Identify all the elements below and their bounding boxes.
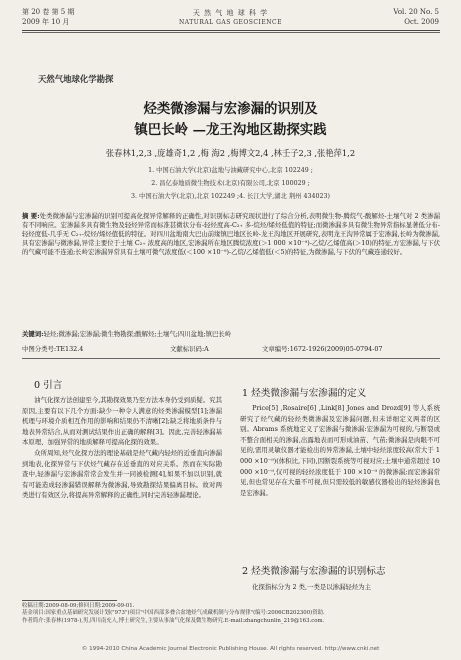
abstract-rule — [22, 358, 440, 359]
abstract — [22, 212, 440, 257]
journal-title-en: NATURAL GAS GEOSCIENCE — [179, 19, 282, 26]
right-column-body-2 — [240, 582, 440, 593]
clc-number: 中图分类号:TE132.4 — [22, 345, 84, 353]
author-list: 张春林1,2,3 ,庞雄奇1,2 ,梅 海2 ,梅博文2,4 ,林壬子2,3 ,张艳萍1,2 — [105, 148, 356, 158]
keywords — [22, 330, 440, 339]
volume-en: Vol. 20 No. 5 — [393, 8, 439, 16]
date-en: Oct. 2009 — [404, 18, 439, 26]
affiliation-3: 3. 中国石油大学(北京),北京 102249 ;4. 长江大学,湖北 荆州 434023) — [131, 193, 330, 200]
fund-info: 基金项目:国家重点基础研究发展计划("973")项目"中国西部多叠合盆地烃气成藏机制与分布规律"(编号:2006CB202300)资助. — [22, 610, 325, 617]
keywords-label: 关键词: — [22, 330, 44, 338]
footnote-rule — [22, 600, 117, 601]
paper-title-line1: 烃类微渗漏与宏渗漏的识别及 — [143, 101, 318, 117]
abstract-text: 处类微渗漏与宏渗漏的识别可提高化探异常解释的正确性,对识别标志研究现状进行了综合分析,表明微生物-腾烷气-酸解烃-土壤气对 2 类渗漏有不同响应。宏渗漏多具有微生物及轻烃异常而标准甚微状分布-轻烃度高-C₂₊ 多-烷烃/烯烃低值的特征;而微渗漏多具有微生物异常指标显著低分布-轻烃度低-几乎无 C₂₊-烷烃/烯烃值低的特征。对四川盆地南大巴山前缘镇巴地区长岭-龙王沟地区开展研究,表明龙王沟异常属于宏渗漏,长岭为微渗漏,具有宏渗漏与微渗漏,异常主要位于土壤 C₂₊ 浓度高的地区,宏渗漏所在地区腾烷浓度(＞1 000 ×10⁻⁹)-乙烷/乙烯值高(＞10)的特征,方宏渗漏,与下伏的气藏可能不连通;长岭宏渗漏异常具有土壤可微气浓度低(＜100 ×10⁻⁹)-乙烷/乙烯值低(＜5)的特征,为微渗漏,与下伏的气藏连通较好。 — [22, 212, 441, 257]
copyright-line: © 1994-2010 China Academic Journal Electronic Publishing House. All rights reserved. http://www.cnki.net — [81, 646, 380, 652]
issue-date: 2009 年 10 月 — [22, 18, 70, 26]
section-heading-2: 2 烃类微渗漏与宏渗漏的识别标志 — [242, 566, 386, 577]
paragraph: 油气化探方法创建至今,其勘探效果乃至方法本身仍受到质疑。究其原因,主要有以下几个方面:缺少一种令人满意的烃类渗漏模型[1];渗漏机理与环境介质相互作用的影响和结果仍不清晰[2];缺乏将地质条件与地表异常结合,从而对测试结果作出正确的解释[3]。因此,完善轻渗漏基本原理、加强异常的地质解释可提高化探的效果。 — [22, 396, 222, 447]
section-heading-intro: 0 引言 — [34, 380, 63, 391]
paper-title-line2: 镇巴长岭 —龙王沟地区勘探实践 — [134, 122, 327, 138]
paragraph: Price[5] ,Rosaire[6] ,Link[8] Jones and Drozd[9] 等人系统研究了烃气藏的轻烃类微渗漏及宏渗漏问题,但未详细定义两者的区别。Abrams 系统地定义了宏渗漏与微渗漏:宏渗漏为可视的,与断裂或不整合面相关的渗漏,出露地表而可形成油苗、气苗;微渗漏是肉眼不可见的,需用灵敏仪器才能检出的异常渗漏,土壤中轻烃浓度较高(常大于 1 000 ×10⁻⁹)(体积比,下同),因断裂系统等可视对应;土壤中通常超过 10 000 ×10⁻⁹,仅可视的轻烃浓度低于 100 ×10⁻⁹ 的微渗漏;而宏渗漏常见,但也常见存在大量不可视,但只需较低的敏感仪器检出的轻烃渗漏也是宏渗漏。 — [240, 404, 440, 497]
right-column-body — [240, 403, 440, 498]
section-heading-1: 1 烃类微渗漏与宏渗漏的定义 — [242, 388, 367, 399]
left-column-body — [22, 395, 222, 501]
affiliation-1: 1. 中国石油大学(北京)盆地与油藏研究中心,北京 102249 ; — [148, 167, 313, 174]
volume-issue: 第 20 卷 第 5 期 — [22, 8, 75, 16]
header-rule — [22, 30, 440, 31]
article-number: 文章编号:1672-1926(2009)05-0794-07 — [262, 345, 383, 353]
abstract-label: 摘 要: — [22, 212, 40, 220]
footnote — [22, 603, 440, 625]
paragraph: 众所周知,烃气化探方法的理论基础是烃气藏内轻烃的近垂直向渗漏到地表,化探异常与下伏烃气藏存在近垂直的对应关系。然而在实际勘查中,轻渗漏与宏渗漏常常会发生并一同被检测[4],如果不加以识别,就有可能造成轻渗漏错误解释为微渗漏,导致勘探结果偏离目标。故对两类进行有效区分,将提高异常解释的正确性,同时完善轻渗漏理论。 — [22, 448, 222, 500]
keywords-text: 轻烃;微渗漏;宏渗漏;微生物勘探;酸解烃;土壤气;四川盆地;镇巴长岭 — [43, 330, 232, 338]
received-date: 收稿日期:2009-08-09;修回日期:2009-09-01. — [22, 603, 135, 609]
section-tag: 天然气地球化学勘探 — [38, 74, 114, 84]
journal-title-cn: 天 然 气 地 球 科 学 — [192, 9, 269, 17]
document-code: 文献标识码:A — [170, 345, 209, 353]
author-bio: 作者简介:张春林(1978-),男,四川南充人,博士研究生,主要从事油气化探及微生物研究.E-mail:zhangchunlin_219@163.com. — [22, 617, 325, 624]
affiliation-2: 2. 昌亿泰地质微生物技术(北京)有限公司,北京 100029 ; — [151, 180, 310, 187]
header-rule-thin — [22, 32, 440, 33]
paragraph: 化探指标分为 2 类,一类是以渗漏轻烃为主 — [252, 583, 371, 591]
